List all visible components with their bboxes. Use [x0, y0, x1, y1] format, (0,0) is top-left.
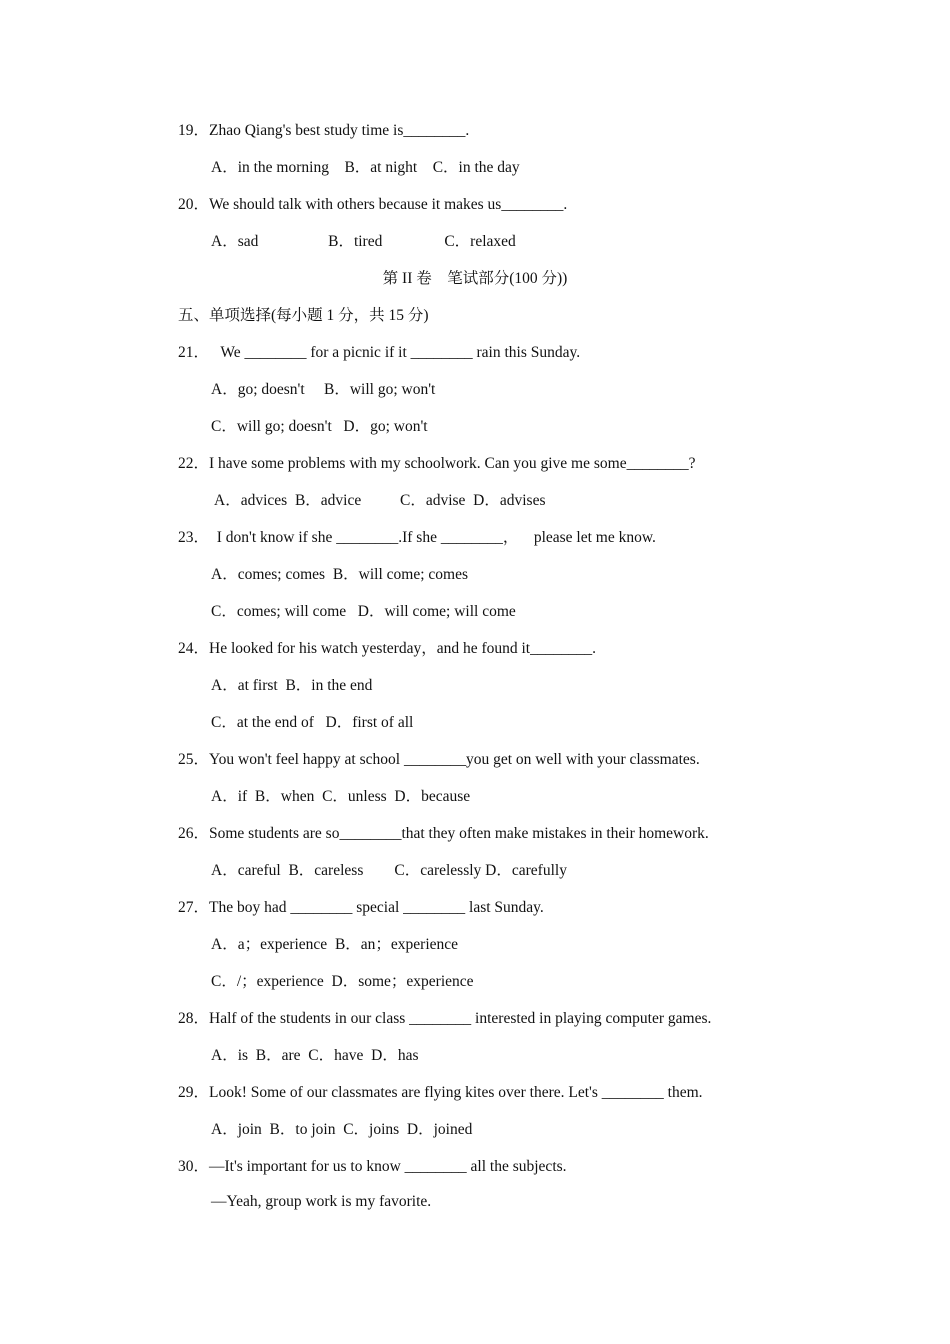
question-23: 23． I don't know if she ________.If she ________， please let me know.	[178, 529, 656, 546]
question-29-options: A．join B．to join C．joins D．joined	[211, 1121, 473, 1138]
question-22: 22．I have some problems with my schoolwork. Can you give me some________?	[178, 455, 696, 472]
question-23-options-cd: C．comes; will come D．will come; will come	[211, 603, 516, 620]
question-21-options-cd: C．will go; doesn't D．go; won't	[211, 418, 428, 435]
question-27: 27．The boy had ________ special ________ last Sunday.	[178, 899, 544, 916]
question-28-options: A．is B．are C．have D．has	[211, 1047, 419, 1064]
question-30-reply: —Yeah, group work is my favorite.	[211, 1193, 432, 1210]
section-five-heading: 五、单项选择(每小题 1 分，共 15 分)	[178, 307, 429, 324]
question-19: 19．Zhao Qiang's best study time is________.	[178, 122, 470, 139]
question-26: 26．Some students are so________that they often make mistakes in their homework.	[178, 825, 709, 842]
question-24-options-cd: C．at the end of D．first of all	[211, 714, 414, 731]
question-24-options-ab: A．at first B．in the end	[211, 677, 373, 694]
question-26-options: A．careful B．careless C．carelessly D．carefully	[211, 862, 567, 879]
question-28: 28．Half of the students in our class ________ interested in playing computer games.	[178, 1010, 712, 1027]
question-20-options: A．sad B．tired C．relaxed	[211, 233, 516, 250]
question-23-options-ab: A．comes; comes B．will come; comes	[211, 566, 468, 583]
question-27-options-cd: C．/；experience D．some；experience	[211, 973, 474, 990]
question-21: 21． We ________ for a picnic if it ________ rain this Sunday.	[178, 344, 581, 361]
question-22-options: A．advices B．advice C．advise D．advises	[211, 492, 546, 509]
question-27-options-ab: A．a；experience B．an；experience	[211, 936, 459, 953]
question-19-options: A．in the morning B．at night C．in the day	[211, 159, 520, 176]
question-24: 24．He looked for his watch yesterday，and he found it________.	[178, 640, 596, 657]
question-21-options-ab: A．go; doesn't B．will go; won't	[211, 381, 436, 398]
question-25-options: A．if B．when C．unless D．because	[211, 788, 471, 805]
part-two-heading: 第 II 卷 笔试部分(100 分))	[382, 270, 568, 287]
question-20: 20．We should talk with others because it makes us________.	[178, 196, 568, 213]
question-29: 29．Look! Some of our classmates are flying kites over there. Let's ________ them.	[178, 1084, 703, 1101]
question-25: 25．You won't feel happy at school ________you get on well with your classmates.	[178, 751, 700, 768]
question-30: 30．—It's important for us to know ________ all the subjects.	[178, 1158, 567, 1175]
